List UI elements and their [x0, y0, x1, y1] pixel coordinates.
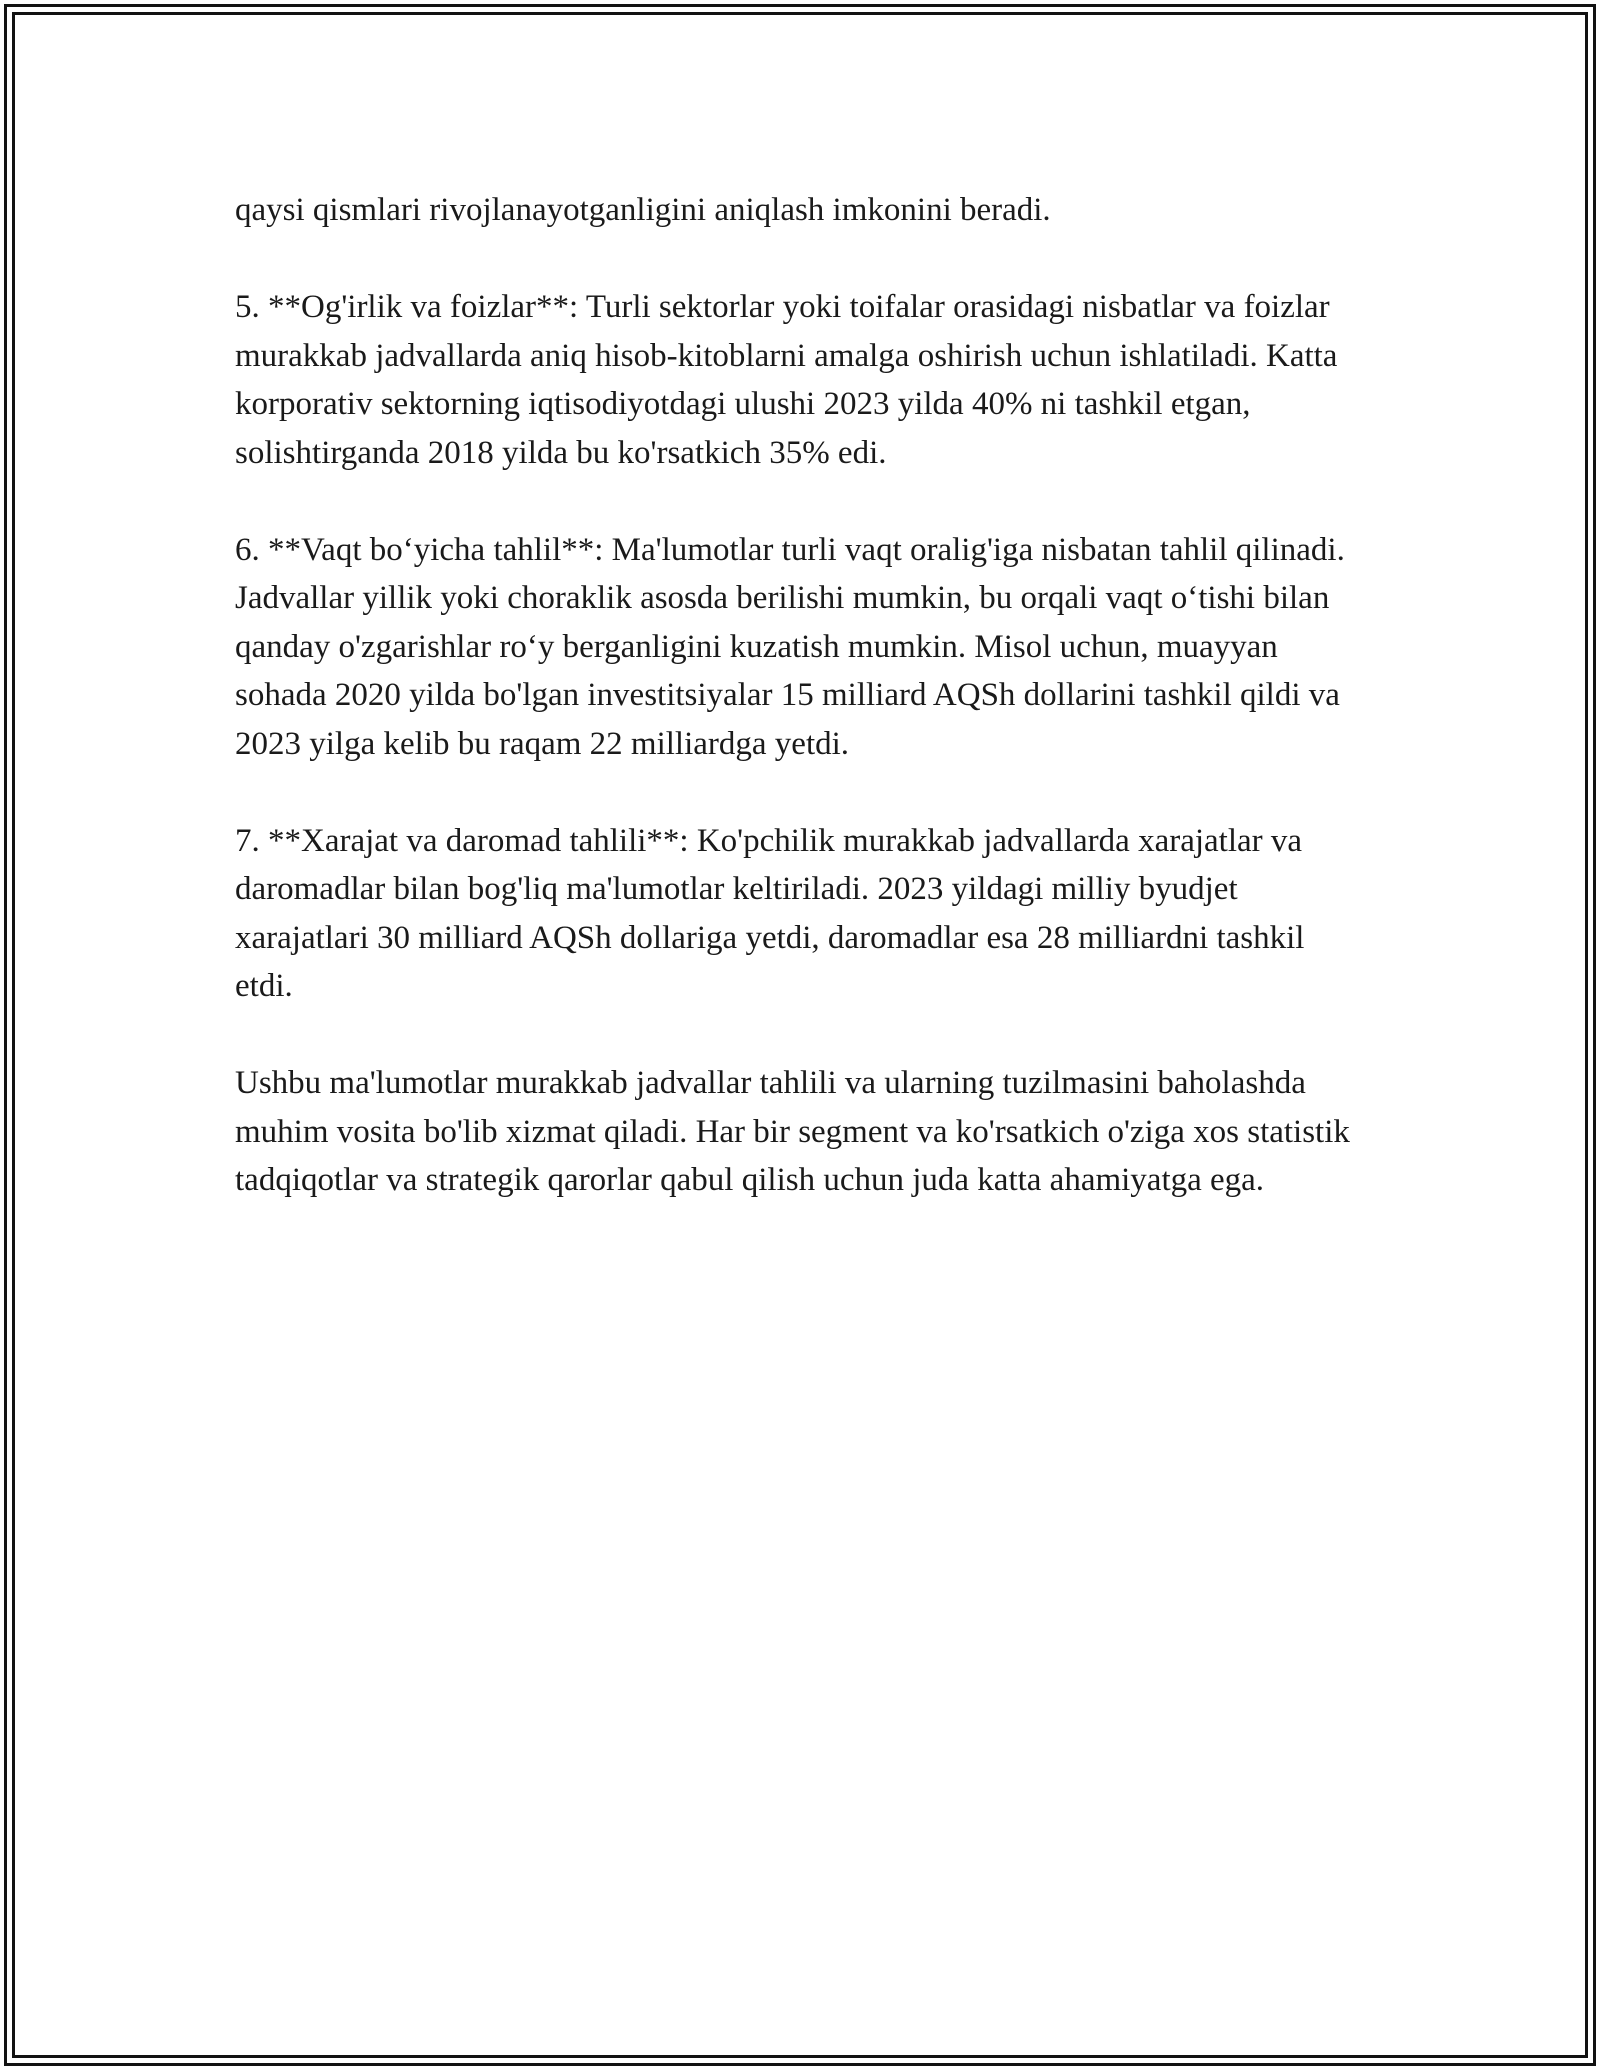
- paragraph-intro-continuation: qaysi qismlari rivojlanayotganligini aniqlash imkonini beradi.: [235, 192, 1051, 228]
- paragraph-item-7: 7. **Xarajat va daromad tahlili**: Ko'pchilik murakkab jadvallarda xarajatlar va daromadlar bilan bog'liq ma'lumotlar keltiriladi. 2023 yildagi milliy byudjet xarajatlari 30 milliard AQSh dollariga yetdi, daromadlar esa 28 milliardni tashkil etdi.: [235, 822, 1305, 1004]
- paragraph-item-6: 6. **Vaqt bo‘yicha tahlil**: Ma'lumotlar turli vaqt oralig'iga nisbatan tahlil qilinadi. Jadvallar yillik yoki choraklik asosda berilishi mumkin, bu orqali vaqt o‘tishi bilan qanday o'zgarishlar ro‘y berganligini kuzatish mumkin. Misol uchun, muayyan sohada 2020 yilda bo'lgan investitsiyalar 15 milliard AQSh dollarini tashkil qildi va 2023 yilga kelib bu raqam 22 milliardga yetdi.: [235, 531, 1345, 762]
- document-body: [235, 186, 1365, 1253]
- paragraph-conclusion: Ushbu ma'lumotlar murakkab jadvallar tahlili va ularning tuzilmasini baholashda muhim vosita bo'lib xizmat qiladi. Har bir segment va ko'rsatkich o'ziga xos statistik tadqiqotlar va strategik qarorlar qabul qilish uchun juda katta ahamiyatga ega.: [235, 1065, 1350, 1198]
- paragraph-item-5: 5. **Og'irlik va foizlar**: Turli sektorlar yoki toifalar orasidagi nisbatlar va foizlar murakkab jadvallarda aniq hisob-kitoblarni amalga oshirish uchun ishlatiladi. Katta korporativ sektorning iqtisodiyotdagi ulushi 2023 yilda 40% ni tashkil etgan, solishtirganda 2018 yilda bu ko'rsatkich 35% edi.: [235, 289, 1338, 471]
